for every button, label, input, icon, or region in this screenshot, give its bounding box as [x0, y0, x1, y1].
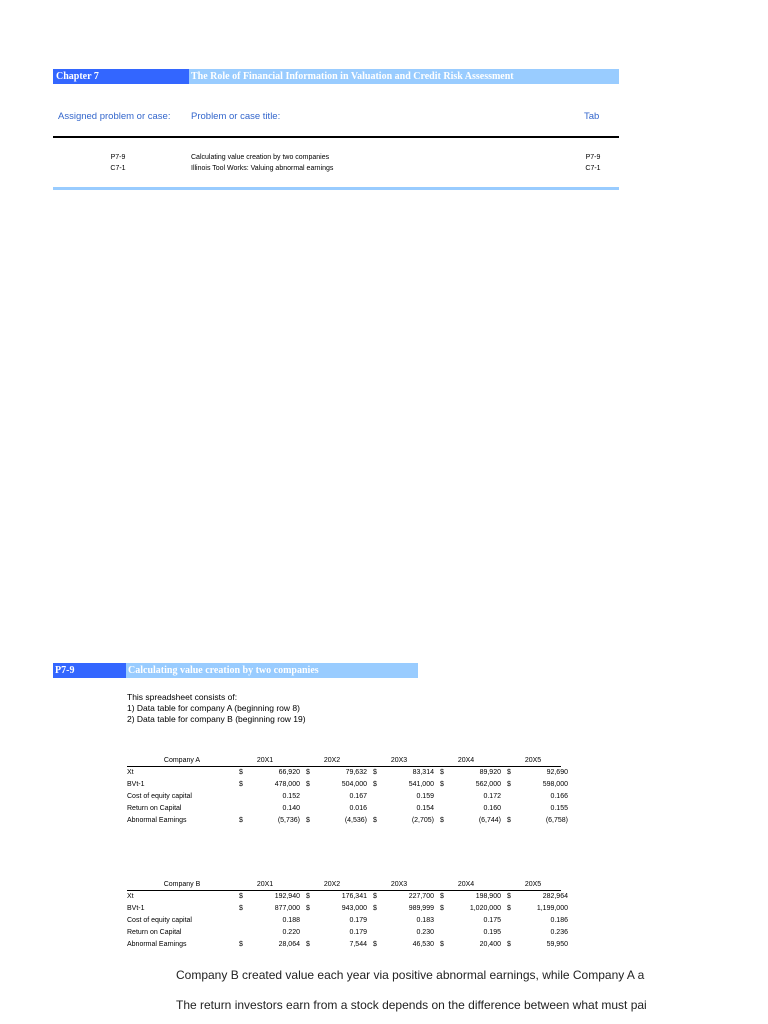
intro-line: 1) Data table for company A (beginning row 8)	[127, 703, 300, 713]
intro-line: 2) Data table for company B (beginning row 19)	[127, 714, 306, 724]
table-cell: (4,536)	[344, 817, 367, 824]
row-label: Return on Capital	[127, 805, 182, 812]
table-cell: 0.152	[282, 793, 300, 800]
year-header: 20X2	[323, 881, 341, 888]
table-cell: 0.155	[550, 805, 568, 812]
table-cell: 0.154	[416, 805, 434, 812]
table-row	[127, 927, 568, 939]
year-header: 20X5	[524, 881, 542, 888]
intro-line: This spreadsheet consists of:	[127, 692, 238, 702]
table-row	[127, 767, 568, 779]
dollar-sign: $	[373, 941, 377, 948]
dollar-sign: $	[306, 905, 310, 912]
dollar-sign: $	[507, 941, 511, 948]
dollar-sign: $	[373, 781, 377, 788]
dollar-sign: $	[373, 769, 377, 776]
table-cell: 0.188	[282, 917, 300, 924]
row-label: Abnormal Earnings	[127, 817, 187, 824]
table-cell: 0.186	[550, 917, 568, 924]
tab-column-header: Tab	[584, 111, 600, 122]
dollar-sign: $	[440, 941, 444, 948]
table-cell: 0.236	[550, 929, 568, 936]
title-column-header: Problem or case title:	[191, 111, 281, 122]
table-row	[127, 915, 568, 927]
dollar-sign: $	[239, 769, 243, 776]
table-cell: 227,700	[408, 893, 434, 900]
table-cell: 989,999	[408, 905, 434, 912]
row-label: Cost of equity capital	[127, 793, 192, 800]
problem-section-header	[53, 663, 418, 678]
assigned-column-header: Assigned problem or case:	[58, 111, 171, 122]
table-cell: 59,950	[546, 941, 568, 948]
year-header: 20X4	[457, 757, 475, 764]
dollar-sign: $	[306, 769, 310, 776]
dollar-sign: $	[239, 893, 243, 900]
year-header: 20X3	[390, 881, 408, 888]
table-cell: 0.140	[282, 805, 300, 812]
dollar-sign: $	[306, 781, 310, 788]
problem-tab-link[interactable]: C7-1	[585, 165, 601, 172]
dollar-sign: $	[239, 941, 243, 948]
table-cell: (2,705)	[411, 817, 434, 824]
dollar-sign: $	[440, 893, 444, 900]
chapter-title: The Role of Financial Information in Valuation and Credit Risk Assessment	[191, 71, 514, 82]
table-cell: (6,758)	[545, 817, 568, 824]
table-cell: 176,341	[341, 893, 367, 900]
company-name: Company B	[163, 881, 201, 888]
table-cell: 478,000	[274, 781, 300, 788]
table-cell: 28,064	[278, 941, 300, 948]
problem-tab-link[interactable]: P7-9	[585, 154, 601, 161]
table-cell: 0.166	[550, 793, 568, 800]
table-cell: 79,632	[345, 769, 367, 776]
table-cell: 192,940	[274, 893, 300, 900]
dollar-sign: $	[507, 781, 511, 788]
row-label: Cost of equity capital	[127, 917, 192, 924]
table-row	[127, 891, 568, 903]
table-cell: 92,690	[546, 769, 568, 776]
table-cell: 504,000	[341, 781, 367, 788]
year-header: 20X5	[524, 757, 542, 764]
table-cell: 7,544	[349, 941, 367, 948]
table-cell: 0.179	[349, 929, 367, 936]
company-name: Company A	[163, 757, 201, 764]
row-label: BVt-1	[127, 781, 145, 788]
dollar-sign: $	[507, 769, 511, 776]
table-cell: 0.160	[483, 805, 501, 812]
table-cell: 0.179	[349, 917, 367, 924]
year-header: 20X1	[256, 881, 274, 888]
company-b-table	[127, 879, 568, 951]
table-row	[127, 939, 568, 951]
section-code: P7-9	[53, 663, 126, 678]
table-header-row	[127, 879, 561, 891]
conclusion-text: Company B created value each year via positive abnormal earnings, while Company A a	[176, 968, 645, 982]
year-header: 20X4	[457, 881, 475, 888]
problem-code: C7-1	[110, 165, 126, 172]
year-header: 20X1	[256, 757, 274, 764]
problem-row[interactable]	[53, 152, 619, 163]
problem-title[interactable]: Illinois Tool Works: Valuing abnormal earnings	[191, 165, 334, 172]
table-row	[127, 803, 568, 815]
dollar-sign: $	[440, 817, 444, 824]
dollar-sign: $	[239, 817, 243, 824]
table-cell: 0.195	[483, 929, 501, 936]
table-cell: 0.172	[483, 793, 501, 800]
row-label: Return on Capital	[127, 929, 182, 936]
year-header: 20X2	[323, 757, 341, 764]
table-cell: 83,314	[412, 769, 434, 776]
dollar-sign: $	[440, 769, 444, 776]
table-header-row	[127, 755, 561, 767]
row-label: BVt-1	[127, 905, 145, 912]
table-row	[127, 779, 568, 791]
table-cell: 198,900	[475, 893, 501, 900]
table-cell: 1,020,000	[469, 905, 501, 912]
dollar-sign: $	[239, 781, 243, 788]
table-cell: 562,000	[475, 781, 501, 788]
row-label: Xt	[127, 893, 134, 900]
chapter-header	[53, 69, 619, 84]
dollar-sign: $	[239, 905, 243, 912]
table-cell: 1,199,000	[536, 905, 568, 912]
table-cell: 20,400	[479, 941, 501, 948]
row-label: Abnormal Earnings	[127, 941, 187, 948]
table-cell: 943,000	[341, 905, 367, 912]
table-cell: 877,000	[274, 905, 300, 912]
table-cell: 0.220	[282, 929, 300, 936]
table-cell: 0.016	[349, 805, 367, 812]
table-row	[127, 791, 568, 803]
section-title: Calculating value creation by two companies	[128, 665, 319, 676]
company-a-table	[127, 755, 568, 827]
dollar-sign: $	[507, 893, 511, 900]
dollar-sign: $	[440, 905, 444, 912]
table-cell: 0.167	[349, 793, 367, 800]
table-cell: 541,000	[408, 781, 434, 788]
table-cell: (6,744)	[478, 817, 501, 824]
year-header: 20X3	[390, 757, 408, 764]
dollar-sign: $	[373, 817, 377, 824]
dollar-sign: $	[306, 817, 310, 824]
header-divider	[53, 136, 619, 138]
dollar-sign: $	[306, 893, 310, 900]
table-cell: 598,000	[542, 781, 568, 788]
dollar-sign: $	[373, 905, 377, 912]
table-cell: 282,964	[542, 893, 568, 900]
chapter-number: Chapter 7	[53, 69, 189, 84]
problem-title[interactable]: Calculating value creation by two companies	[191, 154, 330, 161]
problem-code: P7-9	[110, 154, 126, 161]
dollar-sign: $	[306, 941, 310, 948]
table-cell: 0.159	[416, 793, 434, 800]
table-row	[127, 903, 568, 915]
table-cell: 0.183	[416, 917, 434, 924]
row-label: Xt	[127, 769, 134, 776]
table-cell: (5,736)	[277, 817, 300, 824]
table-cell: 66,920	[278, 769, 300, 776]
dollar-sign: $	[507, 905, 511, 912]
section-divider	[53, 187, 619, 190]
table-cell: 89,920	[479, 769, 501, 776]
table-cell: 46,530	[412, 941, 434, 948]
table-row	[127, 815, 568, 827]
conclusion-text: The return investors earn from a stock depends on the difference between what must pai	[176, 998, 647, 1012]
dollar-sign: $	[440, 781, 444, 788]
table-cell: 0.230	[416, 929, 434, 936]
problem-row[interactable]	[53, 163, 619, 174]
dollar-sign: $	[373, 893, 377, 900]
dollar-sign: $	[507, 817, 511, 824]
table-cell: 0.175	[483, 917, 501, 924]
